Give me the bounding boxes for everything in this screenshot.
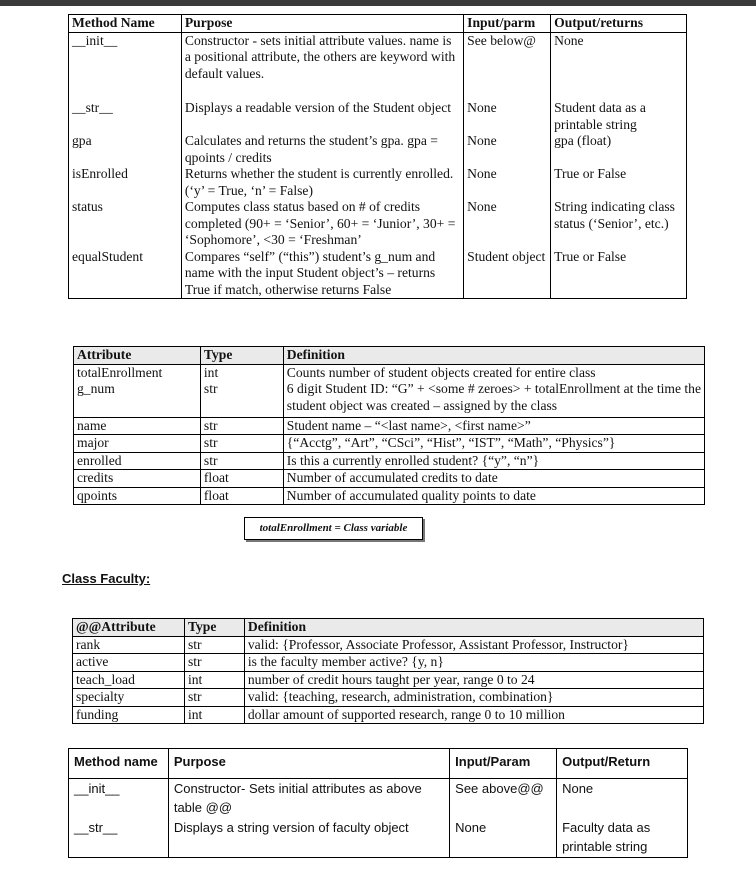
header-cell: @@Attribute [73,619,185,637]
purpose-cell: Returns whether the student is currently enrolled. (‘y’ = True, ‘n’ = False) [181,166,463,199]
attribute-cell: active [73,654,185,672]
definition-cell: valid: {teaching, research, administration, combination} [244,689,703,707]
table-row [73,671,704,689]
definition-cell: 6 digit Student ID: “G” + <some # zeroes> + totalEnrollment at the time the student object was created – assigned by the class [283,381,704,417]
header-cell: Purpose [168,749,449,779]
header-cell: Purpose [181,15,463,33]
table-row [74,435,705,453]
type-cell: str [184,654,244,672]
table-row [69,249,687,299]
definition-cell: number of credit hours taught per year, range 0 to 24 [244,671,703,689]
method-name-cell: __init__ [69,32,182,100]
table-row [73,706,704,724]
type-cell: str [200,381,283,417]
definition-cell: Number of accumulated credits to date [283,470,704,488]
output-cell: gpa (float) [551,133,687,166]
type-cell: str [200,435,283,453]
header-cell: Definition [283,347,704,365]
window-top-bar [0,0,756,6]
attribute-cell: enrolled [74,452,201,470]
header-cell: Method Name [69,15,182,33]
type-cell: int [200,364,283,381]
table-header-row [73,619,704,637]
input-cell: None [450,818,557,858]
definition-cell: is the faculty member active? {y, n} [244,654,703,672]
table-row [73,689,704,707]
table-header-row [74,347,705,365]
attribute-cell: major [74,435,201,453]
header-cell: Output/returns [551,15,687,33]
definition-cell: Number of accumulated quality points to date [283,487,704,505]
attribute-cell: qpoints [74,487,201,505]
table-row [69,133,687,166]
output-cell: Faculty data as printable string [557,818,688,858]
purpose-cell: Computes class status based on # of credits completed (90+ = ‘Senior’, 60+ = ‘Junior’, 30+ = ‘Sophomore’, <30 = ‘Freshman’ [181,199,463,249]
attribute-cell: teach_load [73,671,185,689]
purpose-cell: Calculates and returns the student’s gpa. gpa = qpoints / credits [181,133,463,166]
type-cell: int [184,671,244,689]
header-cell: Attribute [74,347,201,365]
output-cell: True or False [551,166,687,199]
table-row [74,452,705,470]
table-row [73,654,704,672]
type-cell: str [184,689,244,707]
header-cell: Type [184,619,244,637]
type-cell: str [200,417,283,435]
attribute-cell: name [74,417,201,435]
input-cell: Student object [464,249,551,299]
method-name-cell: status [69,199,182,249]
attribute-cell: funding [73,706,185,724]
output-cell: String indicating class status (‘Senior’, etc.) [551,199,687,249]
method-name-cell: gpa [69,133,182,166]
faculty-attributes-table [72,618,704,724]
type-cell: float [200,487,283,505]
input-cell: None [464,199,551,249]
purpose-cell: Constructor - sets initial attribute values. name is a positional attribute, the others are keyword with default values. [181,32,463,100]
student-methods-table [68,14,687,299]
purpose-cell: Compares “self” (“this”) student’s g_num and name with the input Student object’s – returns True if match, otherwise returns False [181,249,463,299]
method-name-cell: isEnrolled [69,166,182,199]
definition-cell: {“Acctg”, “Art”, “CSci”, “Hist”, “IST”, “Math”, “Physics”} [283,435,704,453]
faculty-methods-table [68,748,688,858]
table-row [69,166,687,199]
definition-cell: Is this a currently enrolled student? {“y”, “n”} [283,452,704,470]
purpose-cell: Displays a readable version of the Student object [181,100,463,133]
student-attributes-table [73,346,705,505]
header-cell: Method name [69,749,169,779]
header-cell: Type [200,347,283,365]
output-cell: Student data as a printable string [551,100,687,133]
table-row [73,636,704,654]
class-faculty-heading: Class Faculty: [62,571,151,586]
attribute-cell: credits [74,470,201,488]
header-cell: Output/Return [557,749,688,779]
input-cell: None [464,133,551,166]
table-row [74,470,705,488]
method-name-cell: __str__ [69,818,169,858]
attribute-cell: specialty [73,689,185,707]
attribute-cell: totalEnrollment [74,364,201,381]
class-variable-note: totalEnrollment = Class variable [244,517,423,540]
table-header-row [69,15,687,33]
output-cell: None [557,778,688,818]
header-cell: Input/parm [464,15,551,33]
input-cell: See above@@ [450,778,557,818]
type-cell: float [200,470,283,488]
purpose-cell: Constructor- Sets initial attributes as above table @@ [168,778,449,818]
table-row [69,199,687,249]
header-cell: Input/Param [450,749,557,779]
table-header-row [69,749,688,779]
input-cell: None [464,100,551,133]
table-row [69,778,688,818]
table-row [74,487,705,505]
type-cell: int [184,706,244,724]
attribute-cell: rank [73,636,185,654]
table-row [74,417,705,435]
method-name-cell: __str__ [69,100,182,133]
table-row [74,364,705,381]
table-row [69,32,687,100]
output-cell: True or False [551,249,687,299]
table-row [74,381,705,417]
header-cell: Definition [244,619,703,637]
attribute-cell: g_num [74,381,201,417]
definition-cell: dollar amount of supported research, range 0 to 10 million [244,706,703,724]
type-cell: str [184,636,244,654]
definition-cell: Student name – “<last name>, <first name>” [283,417,704,435]
table-row [69,100,687,133]
method-name-cell: equalStudent [69,249,182,299]
purpose-cell: Displays a string version of faculty object [168,818,449,858]
definition-cell: Counts number of student objects created for entire class [283,364,704,381]
input-cell: None [464,166,551,199]
input-cell: See below@ [464,32,551,100]
output-cell: None [551,32,687,100]
method-name-cell: __init__ [69,778,169,818]
type-cell: str [200,452,283,470]
definition-cell: valid: {Professor, Associate Professor, Assistant Professor, Instructor} [244,636,703,654]
table-row [69,818,688,858]
